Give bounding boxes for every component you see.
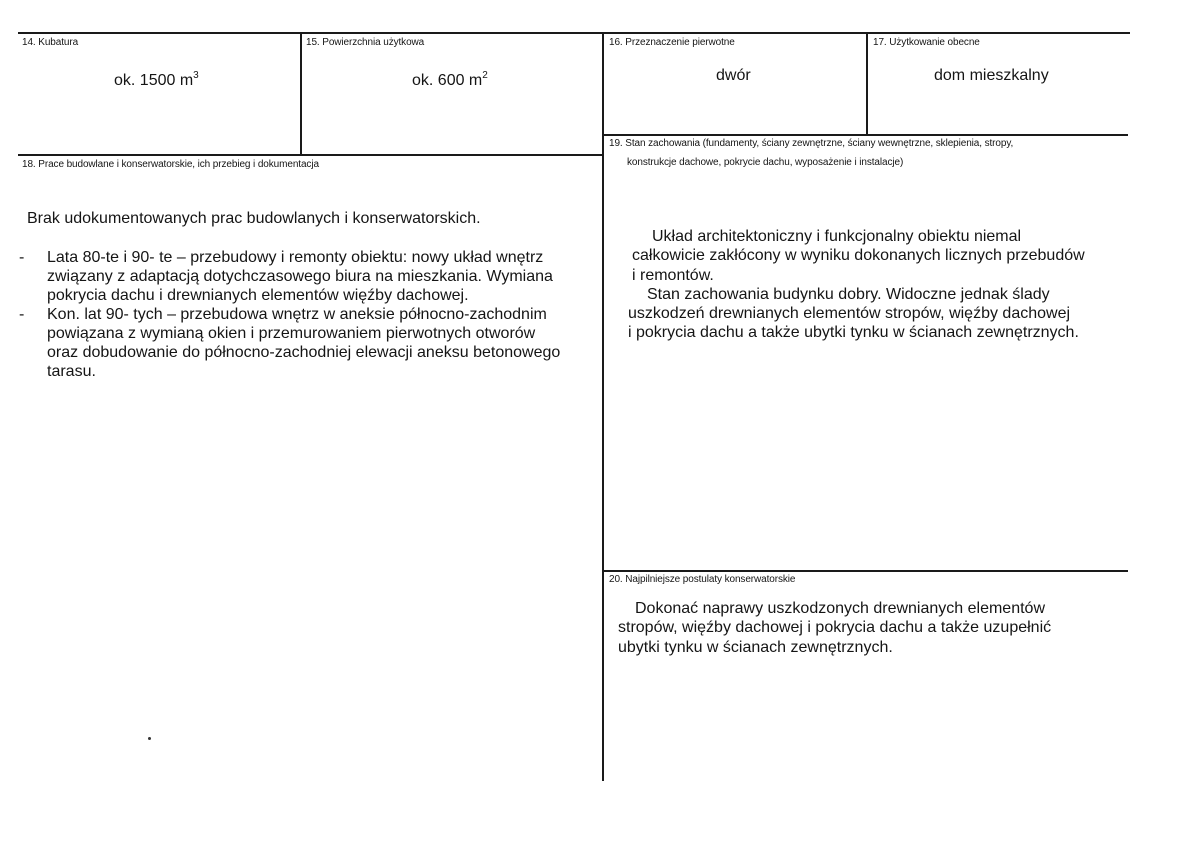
field18-item-line: Kon. lat 90- tych – przebudowa wnętrz w aneksie północno-zachodnim bbox=[47, 306, 547, 323]
field14-value-text: ok. 1500 m bbox=[114, 72, 194, 89]
field19-line: Układ architektoniczny i funkcjonalny obiektu niemal bbox=[652, 228, 1022, 245]
top-border bbox=[18, 32, 1130, 34]
field17-label: 17. Użytkowanie obecne bbox=[873, 37, 980, 48]
field19-line: i remontów. bbox=[632, 267, 714, 284]
field18-item-list bbox=[19, 248, 601, 381]
bullet-dash: - bbox=[19, 306, 25, 323]
divider-14-15 bbox=[300, 33, 302, 155]
field19-line: uszkodzeń drewnianych elementów stropów, więźby dachowej bbox=[628, 305, 1071, 322]
field18-item-line: pokrycia dachu i drewnianych elementów więźby dachowej. bbox=[47, 287, 469, 304]
field15-label: 15. Powierzchnia użytkowa bbox=[306, 37, 425, 48]
field19-label-line2: konstrukcje dachowe, pokrycie dachu, wyposażenie i instalacje) bbox=[627, 157, 904, 168]
field14-value bbox=[114, 66, 199, 90]
field20-line: ubytki tynku w ścianach zewnętrznych. bbox=[618, 639, 893, 656]
field18-item-line: tarasu. bbox=[47, 363, 96, 380]
scan-speck bbox=[148, 737, 151, 740]
field15-value-text: ok. 600 m bbox=[412, 72, 483, 89]
field20-line: Dokonać naprawy uszkodzonych drewnianych elementów bbox=[635, 600, 1045, 617]
field17-value: dom mieszkalny bbox=[934, 67, 1049, 84]
field18-item-line: oraz dobudowanie do północno-zachodniej elewacji aneksu betonowego bbox=[47, 344, 561, 361]
field18-label: 18. Prace budowlane i konserwatorskie, ich przebieg i dokumentacja bbox=[22, 159, 319, 170]
field19-line: Stan zachowania budynku dobry. Widoczne jednak ślady bbox=[647, 286, 1050, 303]
field19-top-border bbox=[603, 134, 1128, 136]
divider-main-vertical bbox=[602, 33, 604, 781]
field14-label: 14. Kubatura bbox=[22, 37, 79, 48]
field18-item-line: powiązana z wymianą okien i przemurowaniem pierwotnych otworów bbox=[47, 325, 536, 342]
field19-line: całkowicie zakłócony w wyniku dokonanych licznych przebudów bbox=[632, 247, 1085, 264]
field18-item bbox=[19, 305, 601, 381]
field15-value bbox=[412, 66, 488, 90]
field20-top-border bbox=[603, 570, 1128, 572]
field20-label: 20. Najpilniejsze postulaty konserwatorskie bbox=[609, 574, 796, 585]
field18-top-border bbox=[18, 154, 602, 156]
bullet-dash: - bbox=[19, 249, 25, 266]
field20-line: stropów, więźby dachowej i pokrycia dachu a także uzupełnić bbox=[618, 619, 1052, 636]
field16-label: 16. Przeznaczenie pierwotne bbox=[609, 37, 735, 48]
field18-item bbox=[19, 248, 601, 305]
field19-label-line1: 19. Stan zachowania (fundamenty, ściany zewnętrzne, ściany wewnętrzne, sklepienia, stropy, bbox=[609, 138, 1014, 149]
field16-value: dwór bbox=[716, 67, 751, 84]
divider-16-17 bbox=[866, 33, 868, 135]
field14-value-unit-exponent: 3 bbox=[193, 70, 199, 81]
field18-item-line: związany z adaptacją dotychczasowego biura na mieszkania. Wymiana bbox=[47, 268, 553, 285]
field18-intro: Brak udokumentowanych prac budowlanych i konserwatorskich. bbox=[27, 210, 481, 227]
field18-item-line: Lata 80-te i 90- te – przebudowy i remonty obiektu: nowy układ wnętrz bbox=[47, 249, 544, 266]
field19-line: i pokrycia dachu a także ubytki tynku w ścianach zewnętrznych. bbox=[628, 324, 1079, 341]
field15-value-unit-exponent: 2 bbox=[482, 70, 488, 81]
